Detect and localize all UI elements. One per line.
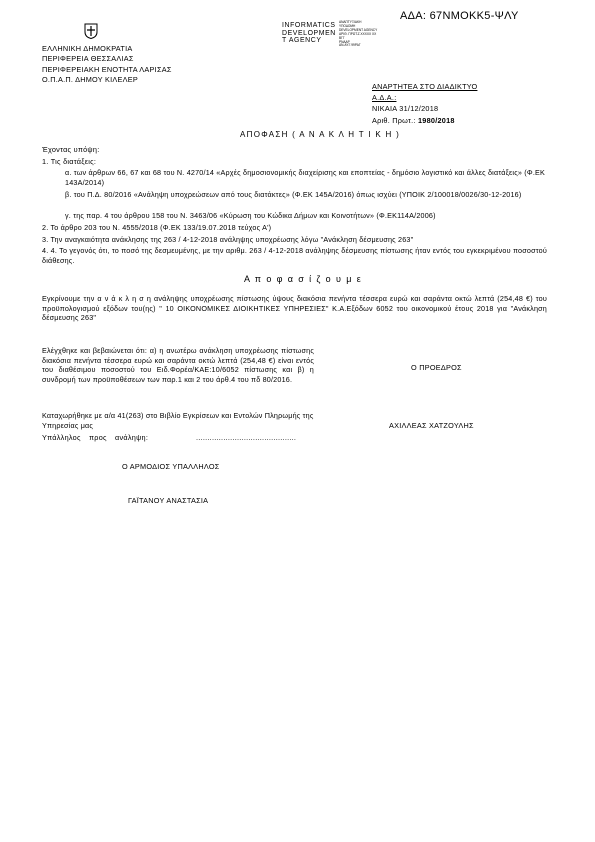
decision-text: Εγκρίνουμε την α ν ά κ λ η σ η ανάληψης υποχρέωσης πίστωσης ύψους διακόσια πενήντα τέσσερα ευρώ και σαράντα οκτώ λεπτά (254,48 €) του προϋπολογισμού εξόδων του(ης) " 10 ΟΙΚΟΝΟΜΙΚΕΣ ΔΙΟΙΚΗΤΙΚΕΣ ΥΠΗΡΕΣΙΕΣ" Κ.Α.Εξόδων 6052 του οικονομικού έτους 2018 για "Ανάκληση δέσμευσης 263" [42, 294, 547, 323]
issuer-block [42, 44, 172, 85]
officer-name: ΓΑΪΤΑΝΟΥ ΑΝΑΣΤΑΣΙΑ [128, 496, 209, 505]
consideration-item-4: 4. 4. Το γεγονός ότι, το ποσό της δεσμευμένης, με την αριθμ. 263 / 4-12-2018 ανάληψης δέσμευσης πίστωσης ήταν εντός του εγκεκριμένου ποσοστού διάθεσης. [42, 246, 547, 265]
protocol-label: Αριθ. Πρωτ.: [372, 116, 416, 125]
decide-heading: Α π ο φ α σ ί ζ ο υ μ ε [244, 274, 363, 284]
issuer-line: ΠΕΡΙΦΕΡΕΙΑ ΘΕΣΣΑΛΙΑΣ [42, 54, 134, 64]
issuer-line: ΠΕΡΙΦΕΡΕΙΑΚΗ ΕΝΟΤΗΤΑ ΛΑΡΙΣΑΣ [42, 64, 172, 74]
agency-tiny-line: DEVELOPMENT AGENCY [339, 27, 378, 32]
posting-ada-label: Α.Δ.Α.: [372, 93, 397, 102]
ada-code: ΑΔΑ: 67ΝΜΟΚΚ5-ΨΛΥ [400, 10, 519, 22]
greek-emblem-icon [84, 23, 98, 39]
considerations-intro: Έχοντας υπόψη: [42, 145, 100, 154]
agency-tiny-line: ΥΠΟΔΟΜΗ [339, 23, 356, 28]
agency-tiny-line: ΑΡΙΘ. ΠΡΩΤ.Ζ.ΧΧΧΧΧ ΧΧ [339, 31, 377, 36]
issuer-line: ΕΛΛΗΝΙΚΗ ΔΗΜΟΚΡΑΤΙΑ [42, 44, 133, 53]
consideration-b: β. του Π.Δ. 80/2016 «Ανάληψη υποχρεώσεων από τους διατάκτες» (Φ.ΕΚ 145Α/2016) όπως ισχύει (ΥΠΟΙΚ 2/100018/0026/30-12-2016) [65, 190, 522, 199]
consideration-c: γ. της παρ. 4 του άρθρου 158 του Ν. 3463/06 «Κύρωση του Κώδικα Δήμων και Κοινοτήτων» (Φ.ΕΚ114Α/2006) [65, 211, 436, 220]
agency-tiny-line: ΑΝΑΠΤΥΞΙΑΚΗ [339, 20, 362, 24]
protocol-number: 1980/2018 [417, 116, 455, 125]
consideration-item-1: 1. Τις διατάξεις: [42, 157, 97, 166]
signature-label: Υπάλληλος πρoς ανάληψη: [42, 433, 149, 442]
agency-tiny-line: ΒΓΓ [339, 35, 345, 40]
president-name: ΑΧΙΛΛΕΑΣ ΧΑΤΖΟΥΛΗΣ [389, 421, 474, 430]
agency-block [282, 22, 336, 45]
agency-tiny-line: ΡΝΑΑΡ [339, 39, 350, 44]
decision-title: ΑΠΟΦΑΣΗ ( Α Ν Α Κ Λ Η Τ Ι Κ Η ) [240, 130, 401, 139]
consideration-a: α. των άρθρων 66, 67 και 68 του Ν. 4270/14 «Αρχές δημοσιονομικής διαχείρισης και εποπτείας - δημόσιο λογιστικό και άλλες διατάξεις» (Φ.ΕΚ 143Α/2014) [65, 168, 545, 187]
agency-line: T AGENCY [282, 37, 322, 45]
officer-title: Ο ΑΡΜΟΔΙΟΣ ΥΠΑΛΛΗΛΟΣ [122, 462, 220, 471]
posting-internet: ΑΝΑΡΤΗΤΕΑ ΣΤΟ ΔΙΑΔΙΚΤΥΟ [372, 82, 478, 91]
issuer-line: Ο.Π.Α.Π. ΔΗΜΟΥ ΚΙΛΕΛΕΡ [42, 74, 138, 84]
registration-text: Καταχωρήθηκε με α/α 41(263) στο Βιβλίο Εγκρίσεων και Εντολών Πληρωμής της Υπηρεσίας μας [42, 411, 314, 430]
protocol-line [372, 116, 455, 125]
agency-line: DEVELOPMEN [282, 29, 336, 37]
consideration-item-3: 3. Την αναγκαιότητα ανάκλησης της 263 / 4-12-2018 ανάληψης υποχρέωσης λόγω "Ανάκληση δέσμευσης 263" [42, 235, 414, 244]
agency-tiny-line: ΑΝ.ΑΥΞ 99ΡΑΓ [339, 43, 361, 48]
posting-place-date: ΝΙΚΑΙΑ 31/12/2018 [372, 104, 439, 113]
agency-line: INFORMATICS [282, 22, 336, 29]
consideration-item-2: 2. Το άρθρο 203 του Ν. 4555/2018 (Φ.ΕΚ 133/19.07.2018 τεύχος Α') [42, 223, 272, 232]
verification-text: Ελέγχθηκε και βεβαιώνεται ότι: α) η ανωτέρω ανάκληση υποχρέωσης πίστωσης διακόσια πενήντα τέσσερα ευρώ και σαράντα οκτώ λεπτά (254,48 €) είναι εντός του διαθέσιμου ποσοστού του Ειδ.Φορέα/ΚΑΕ:10/6052 πίστωσης και β) η συνδρομή των προϋποθέσεων των παρ.1 και 2 του άρθ.4 του πδ 80/2016. [42, 346, 314, 384]
president-title: Ο ΠΡΟΕΔΡΟΣ [411, 363, 462, 372]
agency-tiny-block [339, 21, 377, 48]
signature-line: ............................................ [196, 433, 297, 442]
